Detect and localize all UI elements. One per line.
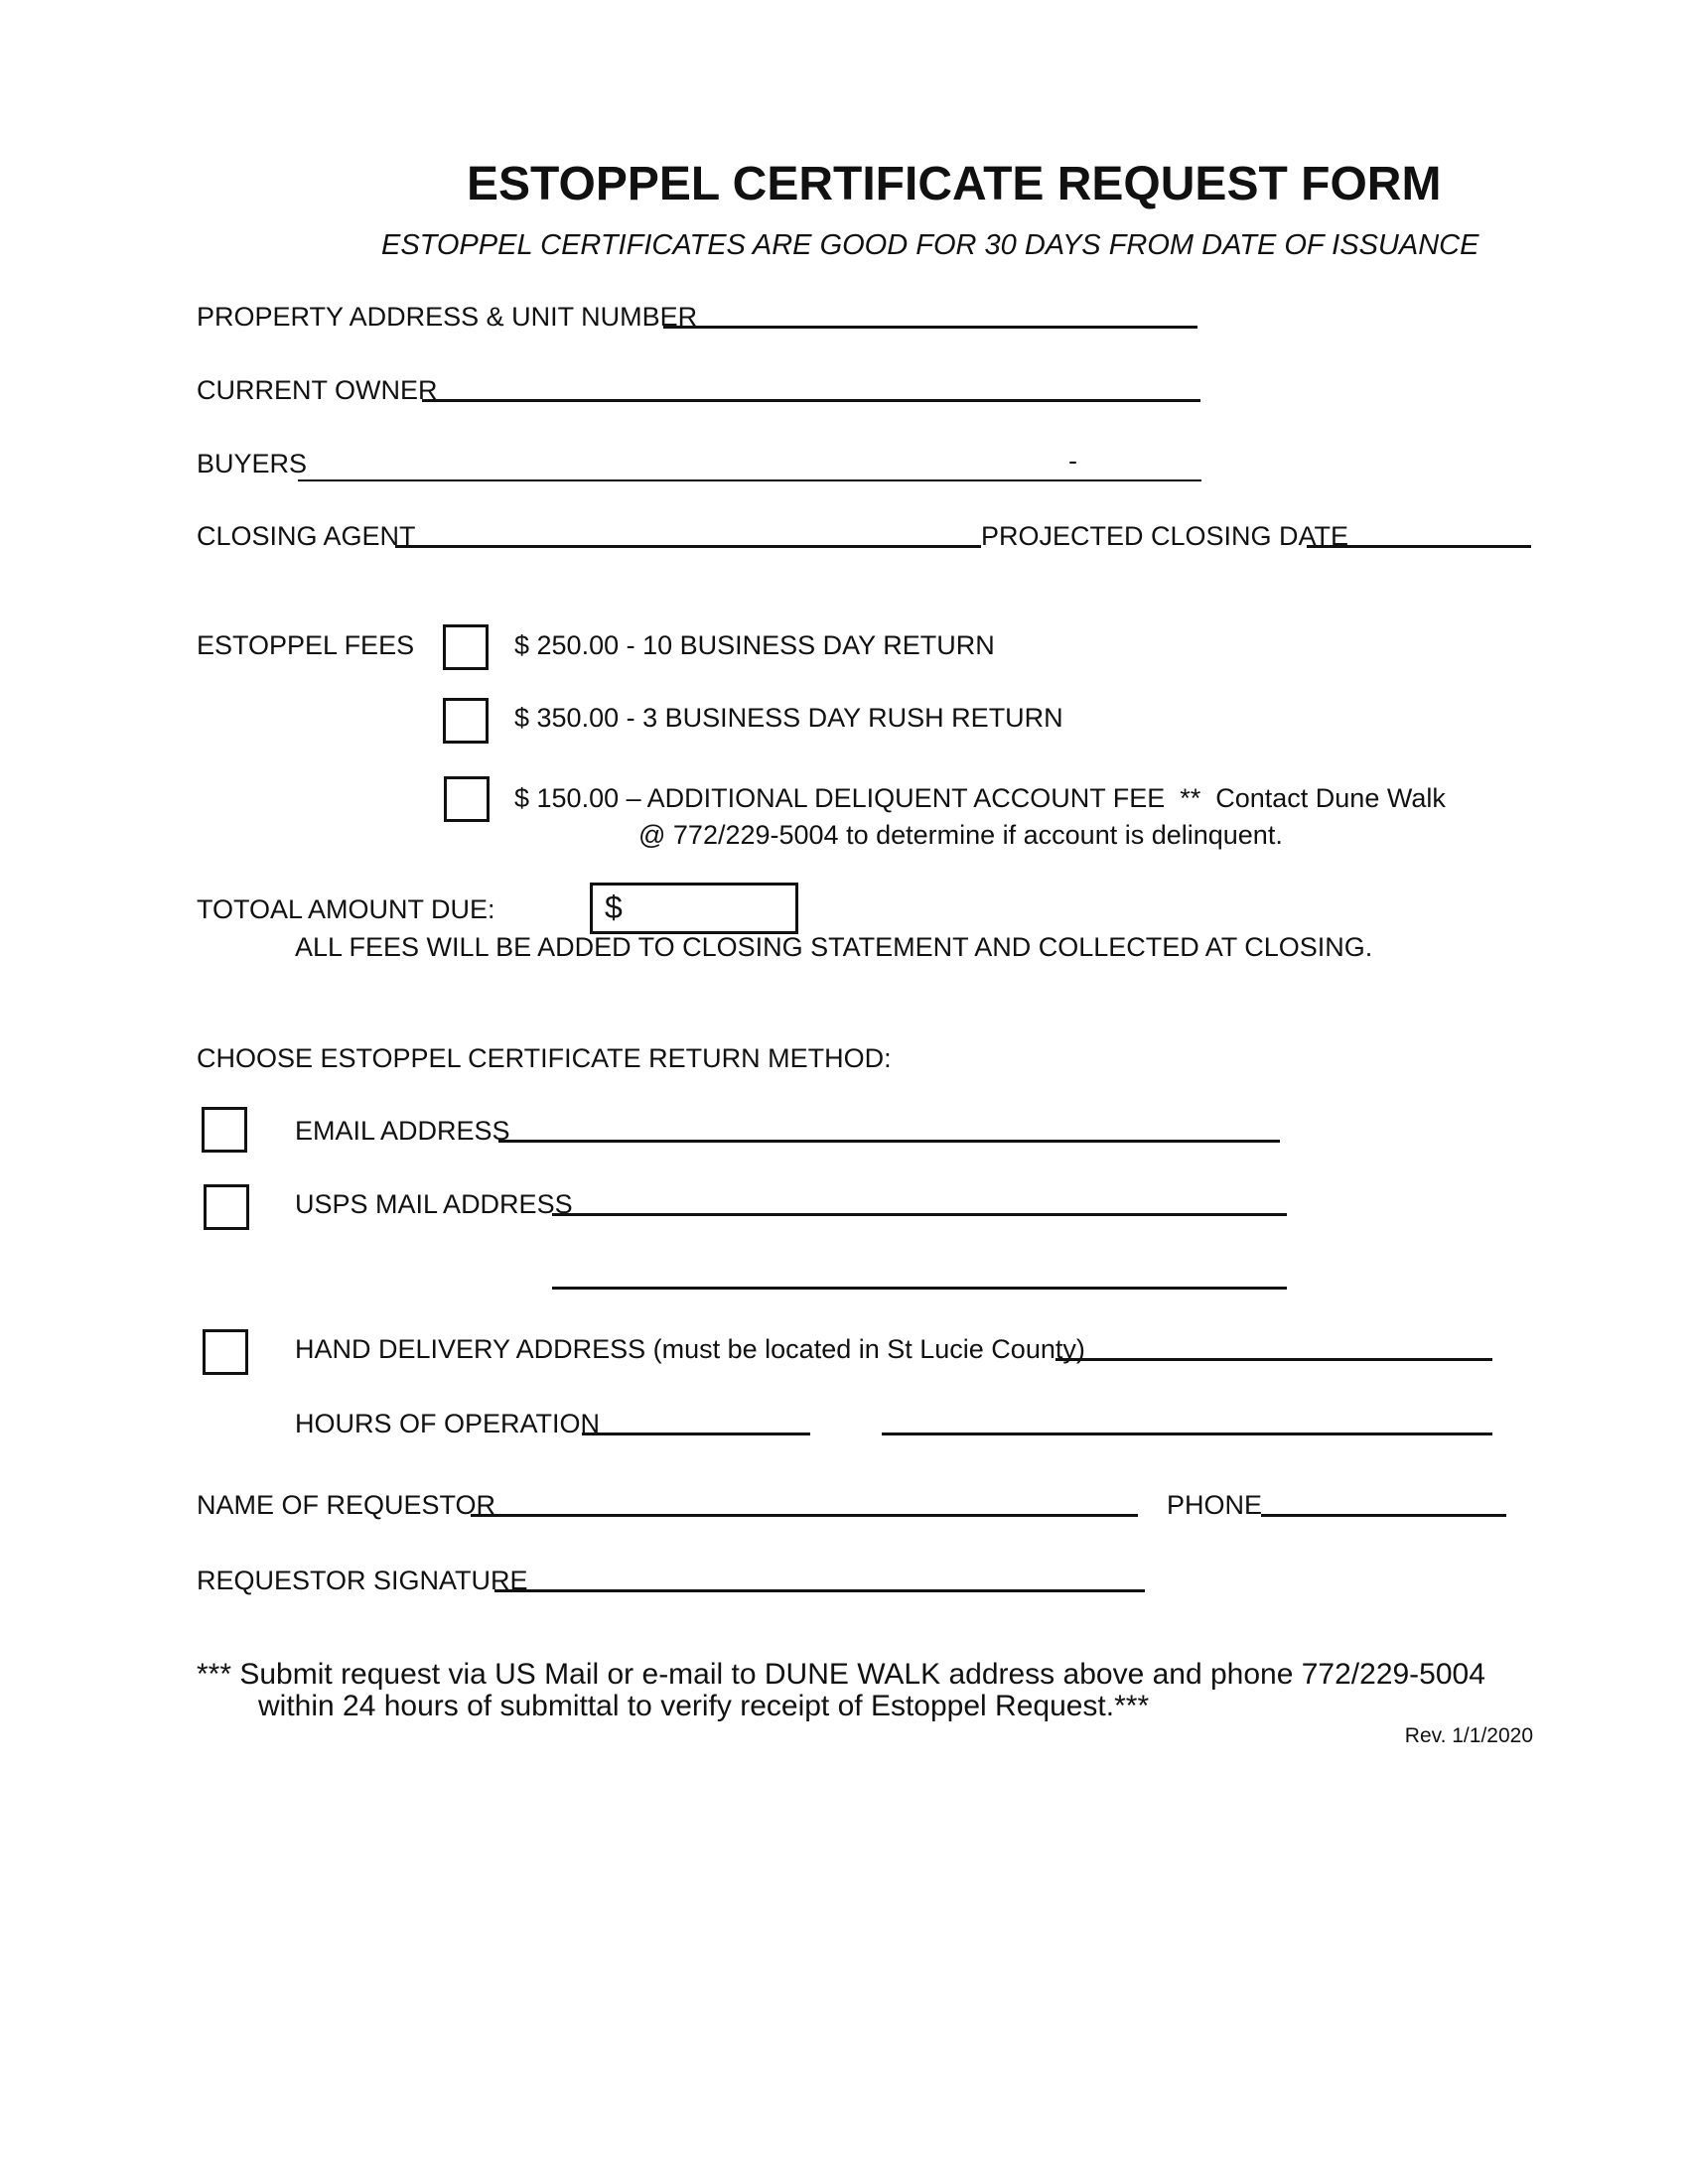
hours-of-operation-label: HOURS OF OPERATION: [295, 1409, 601, 1438]
form-title: ESTOPPEL CERTIFICATE REQUEST FORM: [467, 158, 1442, 210]
email-return-checkbox[interactable]: [202, 1107, 247, 1153]
total-amount-label: TOTOAL AMOUNT DUE:: [197, 894, 495, 924]
current-owner-field[interactable]: [422, 399, 1200, 402]
email-address-label: EMAIL ADDRESS: [295, 1116, 510, 1146]
submission-note-line1: *** Submit request via US Mail or e-mail to DUNE WALK address above and phone 772/229-5004: [197, 1658, 1485, 1691]
closing-agent-field[interactable]: [395, 545, 981, 548]
fee-10-day-checkbox[interactable]: [443, 624, 489, 670]
hand-delivery-label: HAND DELIVERY ADDRESS (must be located in St Lucie County): [295, 1334, 1085, 1364]
property-address-label: PROPERTY ADDRESS & UNIT NUMBER: [197, 302, 698, 332]
fee-3-day-rush-checkbox[interactable]: [443, 698, 489, 744]
projected-closing-date-field[interactable]: [1307, 545, 1531, 548]
fee-delinquent-note: @ 772/229-5004 to determine if account is delinquent.: [638, 820, 1283, 850]
fee-10-day-label: $ 250.00 - 10 BUSINESS DAY RETURN: [514, 630, 995, 660]
phone-label: PHONE: [1167, 1490, 1263, 1520]
return-method-heading: CHOOSE ESTOPPEL CERTIFICATE RETURN METHOD:: [197, 1043, 892, 1073]
usps-address-field-2[interactable]: [552, 1287, 1287, 1290]
hand-delivery-address-field[interactable]: [1055, 1358, 1492, 1361]
currency-symbol: $: [605, 889, 623, 925]
hours-of-operation-field-1[interactable]: [582, 1433, 810, 1435]
usps-return-checkbox[interactable]: [204, 1184, 249, 1230]
requestor-name-label: NAME OF REQUESTOR: [197, 1490, 496, 1520]
fee-3-day-rush-label: $ 350.00 - 3 BUSINESS DAY RUSH RETURN: [514, 703, 1063, 733]
fees-collected-note: ALL FEES WILL BE ADDED TO CLOSING STATEMENT AND COLLECTED AT CLOSING.: [295, 932, 1373, 962]
estoppel-fees-label: ESTOPPEL FEES: [197, 630, 415, 660]
revision-date: Rev. 1/1/2020: [1404, 1724, 1533, 1747]
usps-address-field-1[interactable]: [552, 1213, 1287, 1216]
buyers-dash: -: [1068, 446, 1077, 476]
fee-delinquent-checkbox[interactable]: [444, 776, 490, 822]
requestor-signature-field[interactable]: [494, 1589, 1145, 1592]
email-address-field[interactable]: [498, 1140, 1280, 1143]
current-owner-label: CURRENT OWNER: [197, 375, 438, 405]
projected-closing-date-label: PROJECTED CLOSING DATE: [981, 521, 1349, 551]
buyers-field[interactable]: [298, 479, 1201, 481]
usps-address-label: USPS MAIL ADDRESS: [295, 1189, 573, 1219]
requestor-name-field[interactable]: [471, 1514, 1138, 1517]
form-subtitle: ESTOPPEL CERTIFICATES ARE GOOD FOR 30 DAYS FROM DATE OF ISSUANCE: [381, 229, 1479, 261]
total-amount-field[interactable]: [590, 883, 798, 934]
requestor-signature-label: REQUESTOR SIGNATURE: [197, 1566, 528, 1595]
closing-agent-label: CLOSING AGENT: [197, 521, 416, 551]
fee-delinquent-label: $ 150.00 – ADDITIONAL DELIQUENT ACCOUNT FEE ** Contact Dune Walk: [514, 783, 1446, 813]
hand-delivery-checkbox[interactable]: [203, 1329, 248, 1375]
phone-field[interactable]: [1261, 1514, 1506, 1517]
submission-note-line2: within 24 hours of submittal to verify receipt of Estoppel Request.***: [258, 1690, 1150, 1722]
hours-of-operation-field-2[interactable]: [882, 1433, 1492, 1435]
buyers-label: BUYERS: [197, 449, 308, 478]
property-address-field[interactable]: [663, 326, 1197, 329]
